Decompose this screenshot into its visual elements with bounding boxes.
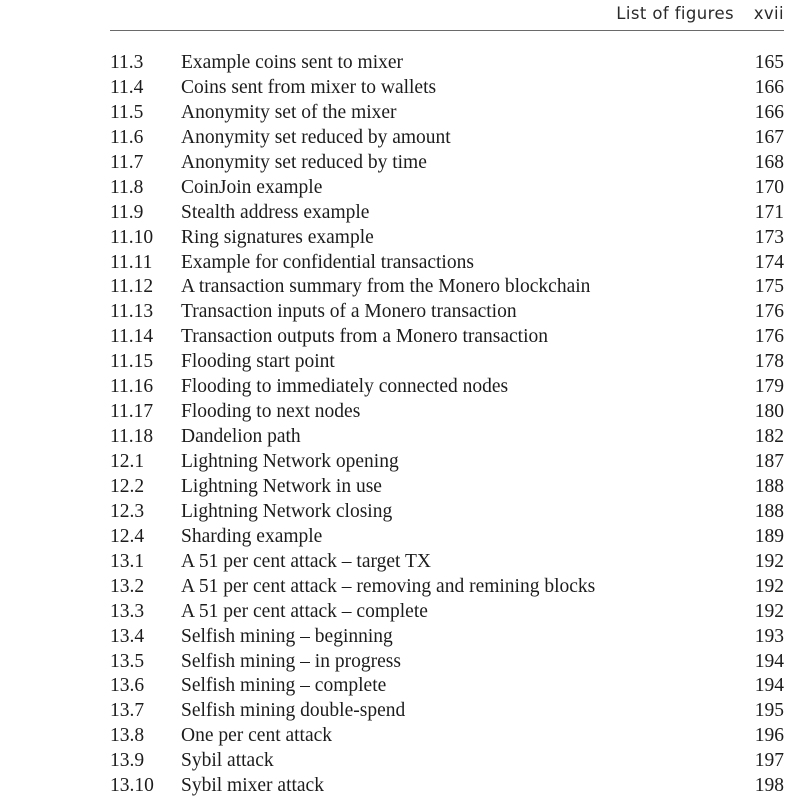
list-item bbox=[110, 51, 784, 76]
figure-number: 11.9 bbox=[110, 201, 144, 223]
figure-title: Flooding start point bbox=[181, 351, 335, 373]
list-item bbox=[110, 500, 784, 525]
figure-number: 11.4 bbox=[110, 76, 144, 98]
figure-page: 176 bbox=[754, 301, 784, 323]
figure-number: 13.10 bbox=[110, 775, 154, 797]
figure-number: 11.16 bbox=[110, 376, 154, 398]
figure-title: A 51 per cent attack – complete bbox=[181, 600, 428, 622]
figure-page: 175 bbox=[754, 276, 784, 298]
list-item bbox=[110, 475, 784, 500]
figure-title: Anonymity set reduced by time bbox=[181, 151, 427, 173]
list-item bbox=[110, 525, 784, 550]
figure-title: Anonymity set reduced by amount bbox=[181, 126, 451, 148]
figure-number: 12.2 bbox=[110, 475, 145, 497]
list-item bbox=[110, 400, 784, 425]
list-item bbox=[110, 425, 784, 450]
figure-title: Sybil mixer attack bbox=[181, 775, 324, 797]
figure-title: Example for confidential transactions bbox=[181, 251, 474, 273]
figure-number: 11.13 bbox=[110, 301, 154, 323]
figure-page: 180 bbox=[754, 401, 784, 423]
list-item bbox=[110, 450, 784, 475]
list-item bbox=[110, 625, 784, 650]
running-head bbox=[110, 0, 784, 31]
figure-page: 168 bbox=[754, 151, 784, 173]
figure-number: 11.11 bbox=[110, 251, 153, 273]
figure-number: 11.8 bbox=[110, 176, 144, 198]
figure-page: 196 bbox=[754, 725, 784, 747]
figure-number: 13.5 bbox=[110, 650, 145, 672]
figure-page: 182 bbox=[754, 426, 784, 448]
figure-page: 176 bbox=[754, 326, 784, 348]
figure-number: 11.14 bbox=[110, 326, 154, 348]
figure-page: 173 bbox=[754, 226, 784, 248]
figure-title: Lightning Network in use bbox=[181, 475, 382, 497]
figure-page: 192 bbox=[754, 575, 784, 597]
figure-number: 11.18 bbox=[110, 426, 154, 448]
figure-number: 11.17 bbox=[110, 401, 154, 423]
figure-title: Sharding example bbox=[181, 525, 323, 547]
figure-number: 13.7 bbox=[110, 700, 145, 722]
figure-title: Example coins sent to mixer bbox=[181, 52, 404, 73]
figure-number: 13.8 bbox=[110, 725, 145, 747]
figure-title: Selfish mining double-spend bbox=[181, 700, 406, 722]
list-item bbox=[110, 774, 784, 799]
figure-page: 165 bbox=[754, 52, 784, 73]
list-item bbox=[110, 251, 784, 276]
figure-number: 13.1 bbox=[110, 550, 145, 572]
list-item bbox=[110, 176, 784, 201]
figure-title: A 51 per cent attack – removing and remining blocks bbox=[181, 575, 596, 597]
figure-number: 13.2 bbox=[110, 575, 145, 597]
list-item bbox=[110, 126, 784, 151]
figure-page: 194 bbox=[754, 675, 784, 697]
figure-number: 12.3 bbox=[110, 500, 145, 522]
section-title: List of figures bbox=[616, 4, 734, 23]
figure-title: Flooding to immediately connected nodes bbox=[181, 376, 509, 398]
figure-number: 12.4 bbox=[110, 525, 145, 547]
figure-number: 11.10 bbox=[110, 226, 154, 248]
figure-list bbox=[110, 51, 784, 799]
figure-title: Lightning Network closing bbox=[181, 500, 393, 522]
list-item bbox=[110, 600, 784, 625]
page-number: xvii bbox=[753, 4, 784, 23]
figure-title: Sybil attack bbox=[181, 750, 274, 772]
figure-page: 198 bbox=[754, 775, 784, 797]
figure-title: Anonymity set of the mixer bbox=[181, 101, 397, 123]
list-item bbox=[110, 575, 784, 600]
figure-page: 171 bbox=[754, 201, 784, 223]
list-item bbox=[110, 749, 784, 774]
figure-page: 188 bbox=[754, 475, 784, 497]
figure-page: 178 bbox=[754, 351, 784, 373]
list-item bbox=[110, 275, 784, 300]
list-item bbox=[110, 699, 784, 724]
list-item bbox=[110, 375, 784, 400]
figure-page: 194 bbox=[754, 650, 784, 672]
list-item bbox=[110, 650, 784, 675]
list-item bbox=[110, 201, 784, 226]
figure-title: Stealth address example bbox=[181, 201, 370, 223]
figure-title: Selfish mining – complete bbox=[181, 675, 387, 697]
figure-number: 12.1 bbox=[110, 451, 145, 472]
figure-number: 11.3 bbox=[110, 52, 144, 73]
figure-page: 193 bbox=[754, 625, 784, 647]
list-item bbox=[110, 674, 784, 699]
list-item bbox=[110, 101, 784, 126]
figure-page: 167 bbox=[754, 126, 784, 148]
figure-page: 174 bbox=[754, 251, 784, 273]
figure-title: One per cent attack bbox=[181, 725, 333, 747]
list-item bbox=[110, 226, 784, 251]
figure-title: CoinJoin example bbox=[181, 176, 323, 198]
list-item bbox=[110, 350, 784, 375]
list-item bbox=[110, 151, 784, 176]
figure-page: 189 bbox=[754, 525, 784, 547]
figure-title: Transaction inputs of a Monero transaction bbox=[181, 301, 517, 323]
figure-title: Flooding to next nodes bbox=[181, 401, 361, 423]
figure-title: Lightning Network opening bbox=[181, 451, 399, 472]
list-item bbox=[110, 325, 784, 350]
figure-title: Selfish mining – beginning bbox=[181, 625, 393, 647]
figure-title: Ring signatures example bbox=[181, 226, 374, 248]
figure-page: 166 bbox=[754, 76, 784, 98]
figure-number: 13.9 bbox=[110, 750, 145, 772]
figure-title: Selfish mining – in progress bbox=[181, 650, 401, 672]
figure-page: 195 bbox=[754, 700, 784, 722]
figure-title: Dandelion path bbox=[181, 426, 301, 448]
figure-page: 166 bbox=[754, 101, 784, 123]
list-item bbox=[110, 724, 784, 749]
list-item bbox=[110, 300, 784, 325]
figure-title: A 51 per cent attack – target TX bbox=[181, 550, 431, 572]
figure-page: 179 bbox=[754, 376, 784, 398]
figure-number: 13.4 bbox=[110, 625, 145, 647]
figure-title: Transaction outputs from a Monero transaction bbox=[181, 326, 549, 348]
figure-number: 11.12 bbox=[110, 276, 154, 298]
figure-page: 197 bbox=[754, 750, 784, 772]
figure-number: 11.15 bbox=[110, 351, 154, 373]
figure-page: 188 bbox=[754, 500, 784, 522]
list-item bbox=[110, 550, 784, 575]
figure-number: 13.3 bbox=[110, 600, 145, 622]
figure-number: 13.6 bbox=[110, 675, 145, 697]
figure-title: A transaction summary from the Monero blockchain bbox=[181, 276, 591, 298]
list-item bbox=[110, 76, 784, 101]
figure-number: 11.7 bbox=[110, 151, 144, 173]
figure-page: 170 bbox=[754, 176, 784, 198]
figure-page: 187 bbox=[754, 451, 784, 472]
figure-number: 11.5 bbox=[110, 101, 144, 123]
figure-number: 11.6 bbox=[110, 126, 144, 148]
figure-page: 192 bbox=[754, 550, 784, 572]
figure-title: Coins sent from mixer to wallets bbox=[181, 76, 437, 98]
figure-page: 192 bbox=[754, 600, 784, 622]
